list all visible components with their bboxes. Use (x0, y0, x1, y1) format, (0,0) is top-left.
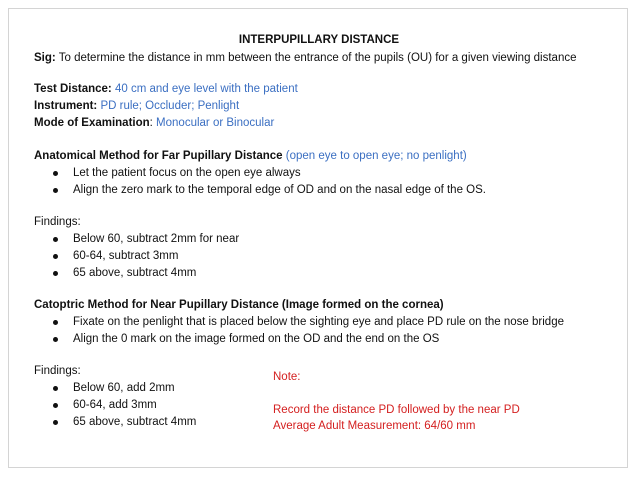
mode-label: Mode of Examination (34, 117, 150, 129)
test-distance-value: 40 cm and eye level with the patient (111, 83, 298, 95)
list-item-text: 60-64, subtract 3mm (73, 250, 179, 262)
sig-label: Sig: (34, 52, 56, 64)
list-item-text: Below 60, add 2mm (73, 382, 175, 394)
bullet-icon (53, 237, 58, 242)
list-item-text: Fixate on the penlight that is placed below the sighting eye and place PD rule on the nose bridge (73, 316, 564, 328)
bullet-icon (53, 403, 58, 408)
instrument-label: Instrument: (34, 100, 98, 112)
bullet-icon (53, 386, 58, 391)
sig-text: To determine the distance in mm between the entrance of the pupils (OU) for a given viewing distance (55, 52, 577, 64)
list-item-text: 65 above, subtract 4mm (73, 267, 197, 279)
anatomical-note: (open eye to open eye; no penlight) (282, 150, 467, 162)
mode-colon: : (149, 117, 153, 129)
test-distance-line (34, 82, 298, 97)
list-item-text: Align the 0 mark on the image formed on the OD and the end on the OS (73, 333, 440, 345)
catoptric-heading-line (34, 298, 444, 313)
mode-line (34, 116, 274, 131)
page-title: INTERPUPILLARY DISTANCE (238, 34, 400, 46)
anatomical-heading: Anatomical Method for Far Pupillary Distance (34, 150, 283, 162)
bullet-icon (53, 337, 58, 342)
list-item-text: 60-64, add 3mm (73, 399, 157, 411)
findings1-label: Findings: (34, 216, 81, 228)
list-item-text: Let the patient focus on the open eye always (73, 167, 301, 179)
mode-value: Monocular or Binocular (152, 117, 275, 129)
test-distance-label: Test Distance: (34, 83, 112, 95)
instrument-value: PD rule; Occluder; Penlight (97, 100, 240, 112)
bullet-icon (53, 420, 58, 425)
bullet-icon (53, 320, 58, 325)
note-label: Note: (273, 371, 301, 383)
findings2-label: Findings: (34, 365, 81, 377)
anatomical-heading-line (34, 149, 467, 164)
sig-line (34, 51, 577, 66)
note-line-2: Average Adult Measurement: 64/60 mm (273, 420, 476, 432)
note-line-1: Record the distance PD followed by the near PD (273, 404, 520, 416)
bullet-icon (53, 171, 58, 176)
instrument-line (34, 99, 239, 114)
list-item-text: Below 60, subtract 2mm for near (73, 233, 240, 245)
bullet-icon (53, 188, 58, 193)
list-item-text: Align the zero mark to the temporal edge of OD and on the nasal edge of the OS. (73, 184, 486, 196)
list-item-text: 65 above, subtract 4mm (73, 416, 197, 428)
catoptric-heading: Catoptric Method for Near Pupillary Distance (Image formed on the cornea) (34, 299, 444, 311)
bullet-icon (53, 271, 58, 276)
bullet-icon (53, 254, 58, 259)
